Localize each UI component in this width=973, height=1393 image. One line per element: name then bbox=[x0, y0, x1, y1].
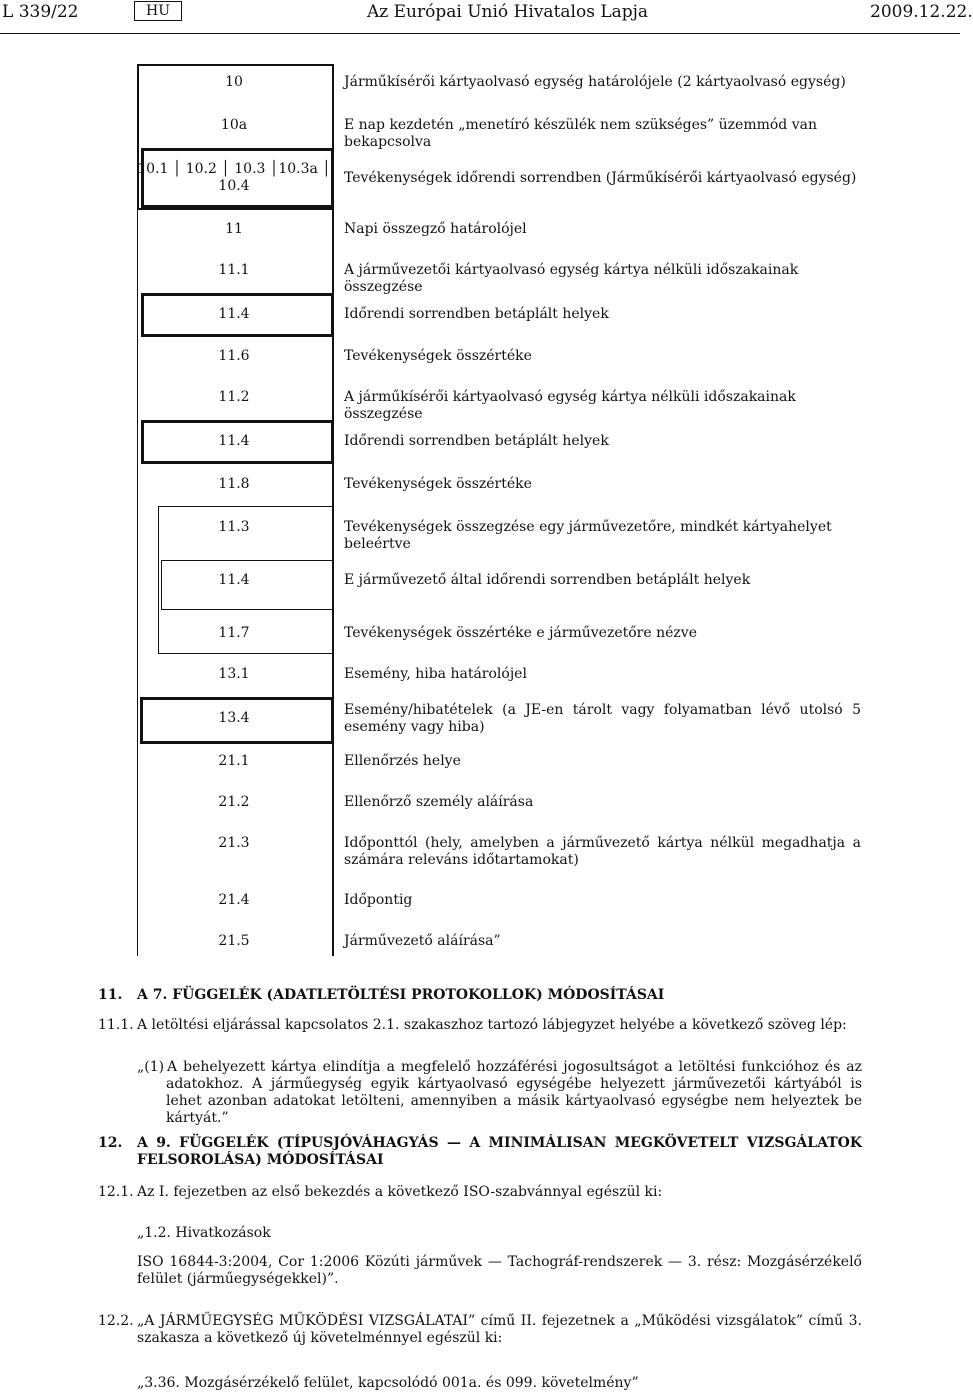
section-12-1-number: 12.1. bbox=[98, 1184, 134, 1200]
row-text: Tevékenységek összértéke e járművezetőre nézve bbox=[344, 625, 697, 641]
row-text: Időpontig bbox=[344, 892, 413, 908]
journal-title: Az Európai Unió Hivatalos Lapja bbox=[367, 2, 649, 22]
page-reference: L 339/22 bbox=[2, 2, 79, 22]
row-text: Napi összegző határolójel bbox=[344, 221, 527, 237]
row-text: E nap kezdetén „menetíró készülék nem szükséges” üzemmód van bekapcsolva bbox=[344, 117, 817, 150]
language-badge: HU bbox=[134, 1, 182, 21]
row-text: Járművezető aláírása” bbox=[344, 933, 501, 949]
row-text: Esemény/hibatételek (a JE-en tárolt vagy folyamatban lévő utolsó 5 esemény vagy hiba) bbox=[344, 702, 861, 735]
section-12-1-text: Az I. fejezetben az első bekezdés a következő ISO-szabvánnyal egészül ki: bbox=[137, 1184, 663, 1200]
row-text: E járművezető által időrendi sorrendben betáplált helyek bbox=[344, 572, 751, 588]
row-code-continued: 10.4 bbox=[218, 178, 250, 194]
row-code: 11 bbox=[225, 221, 243, 237]
row-text: Ellenőrzés helye bbox=[344, 753, 461, 769]
row-text: Időponttól (hely, amelyben a járművezető kártya nélkül megadhatja a számára releváns időtartamokat) bbox=[344, 835, 861, 868]
row-code: 11.8 bbox=[218, 476, 250, 492]
row-code: 10a bbox=[220, 117, 248, 133]
row-text: A járművezetői kártyaolvasó egység kártya nélküli időszakainak összegzése bbox=[344, 262, 799, 295]
row-text: A járműkísérői kártyaolvasó egység kártya nélküli időszakainak összegzése bbox=[344, 389, 796, 422]
section-12-2-number: 12.2. bbox=[98, 1313, 134, 1329]
quote-3-text: „3.36. Mozgásérzékelő felület, kapcsolódó 001a. és 099. követelmény” bbox=[137, 1375, 639, 1391]
section-11-title: A 7. FÜGGELÉK (ADATLETÖLTÉSI PROTOKOLLOK) MÓDOSÍTÁSAI bbox=[137, 987, 665, 1003]
row-code: 21.4 bbox=[218, 892, 250, 908]
publication-date: 2009.12.22. bbox=[870, 2, 973, 22]
section-11-1-text: A letöltési eljárással kapcsolatos 2.1. szakaszhoz tartozó lábjegyzet helyébe a következő szöveg lép: bbox=[137, 1017, 847, 1033]
row-code: 21.3 bbox=[218, 835, 250, 851]
quote-2-title: „1.2. Hivatkozások bbox=[137, 1225, 271, 1241]
row-code: 13.4 bbox=[218, 710, 250, 726]
header-rule bbox=[0, 33, 960, 34]
quote-1-text: A behelyezett kártya elindítja a megfelelő hozzáférési jogosultságot a letöltési funkcióhoz és az adatokhoz. A járműegység egyik kártyaolvasó egységébe helyezett járművezetői kártyából is lehet azonban adatokat letölteni, amennyiben a másik kártyaolvasó egységbe nem helyeztek be kártyát.” bbox=[166, 1059, 862, 1126]
section-12-title: A 9. FÜGGELÉK (TÍPUSJÓVÁHAGYÁS — A MINIMÁLISAN MEGKÖVETELT VIZSGÁLATOK FELSOROLÁSA) MÓDOSÍTÁSAI bbox=[137, 1135, 862, 1168]
row-code: 11.3 bbox=[218, 519, 250, 535]
row-code: 11.2 bbox=[218, 389, 250, 405]
row-code: 11.7 bbox=[218, 625, 250, 641]
row-code: 13.1 bbox=[218, 666, 250, 682]
row-text: Időrendi sorrendben betáplált helyek bbox=[344, 433, 609, 449]
quote-1-label: „(1) bbox=[137, 1059, 165, 1075]
row-text: Esemény, hiba határolójel bbox=[344, 666, 527, 682]
row-text: Tevékenységek időrendi sorrendben (Járműkísérői kártyaolvasó egység) bbox=[344, 170, 857, 186]
row-code: 21.2 bbox=[218, 794, 250, 810]
row-text: Ellenőrző személy aláírása bbox=[344, 794, 534, 810]
section-11-1-number: 11.1. bbox=[98, 1017, 134, 1033]
section-11-number: 11. bbox=[98, 987, 123, 1003]
frame-outer-bottom bbox=[137, 208, 333, 210]
row-code: 11.4 bbox=[218, 572, 250, 588]
row-code: 11.6 bbox=[218, 348, 250, 364]
row-code: 21.1 bbox=[218, 753, 250, 769]
row-code: 10 bbox=[225, 74, 243, 90]
row-code: 11.1 bbox=[218, 262, 250, 278]
row-code: 11.4 bbox=[218, 306, 250, 322]
frame-outer-top bbox=[137, 64, 333, 66]
section-12-number: 12. bbox=[98, 1135, 123, 1151]
row-text: Tevékenységek összértéke bbox=[344, 476, 532, 492]
section-12-2-text: „A JÁRMŰEGYSÉG MŰKÖDÉSI VIZSGÁLATAI” című II. fejezetnek a „Működési vizsgálatok” című 3. szakasza a következő új követelménnyel egészül ki: bbox=[137, 1313, 862, 1346]
row-code: 10.1 │ 10.2 │ 10.3 │10.3a │ bbox=[137, 161, 331, 177]
row-code: 21.5 bbox=[218, 933, 250, 949]
row-text: Járműkísérői kártyaolvasó egység határolójele (2 kártyaolvasó egység) bbox=[344, 74, 846, 90]
row-text: Tevékenységek összértéke bbox=[344, 348, 532, 364]
row-code: 11.4 bbox=[218, 433, 250, 449]
quote-2-text: ISO 16844-3:2004, Cor 1:2006 Közúti járművek — Tachográf-rendszerek — 3. rész: Mozgásérzékelő felület (járműegységekkel)”. bbox=[137, 1254, 862, 1287]
row-text: Tevékenységek összegzése egy járművezetőre, mindkét kártyahelyet beleértve bbox=[344, 519, 832, 552]
row-text: Időrendi sorrendben betáplált helyek bbox=[344, 306, 609, 322]
